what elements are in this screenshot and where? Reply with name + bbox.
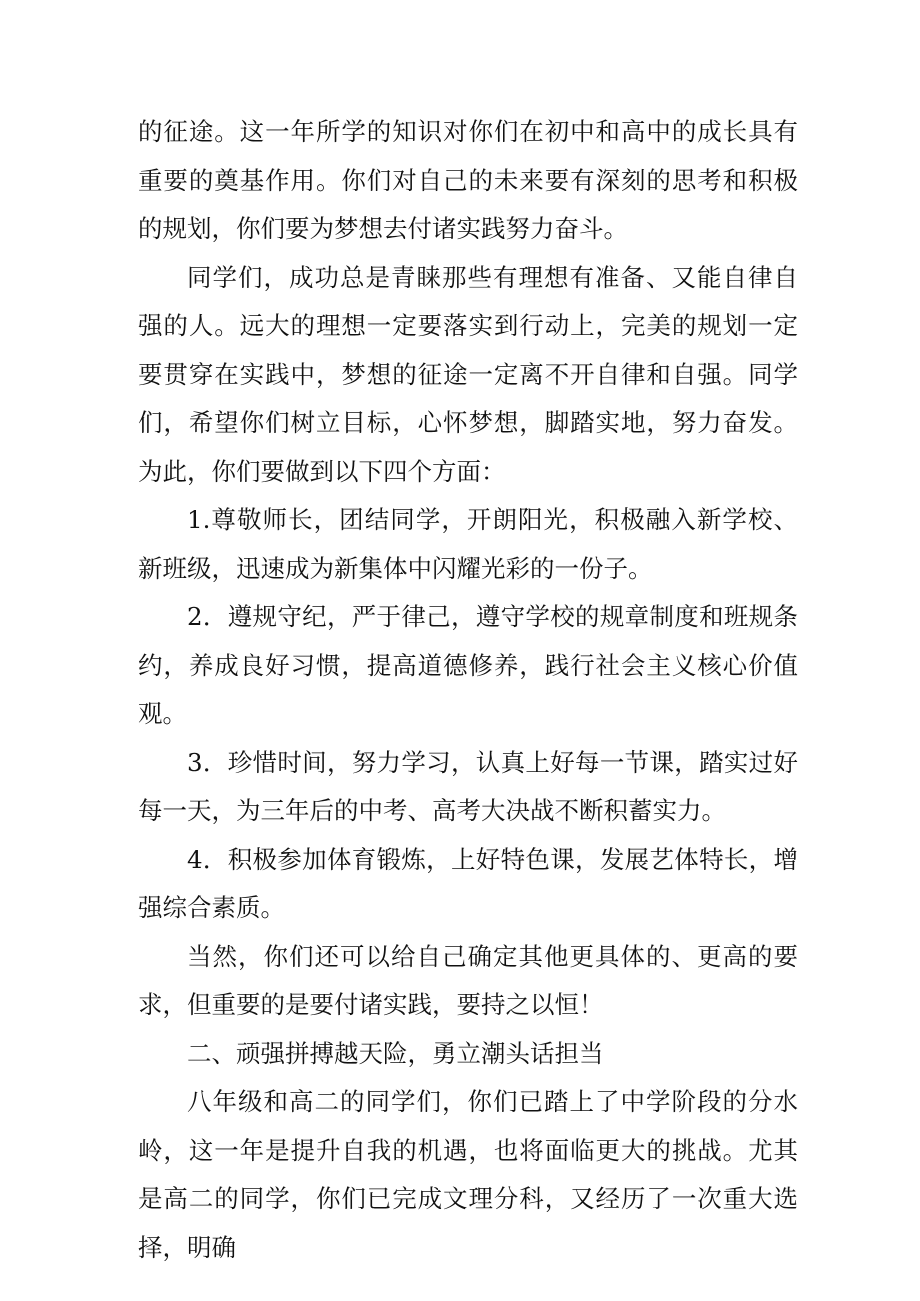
paragraph-3: 当然，你们还可以给自己确定其他更具体的、更高的要求，但重要的是要付诸实践，要持之以恒！ xyxy=(138,941,798,1019)
paragraph-4: 八年级和高二的同学们，你们已踏上了中学阶段的分水岭，这一年是提升自我的机遇，也将面临更大的挑战。尤其是高二的同学，你们已完成文理分科，又经历了一次重大选择，明确 xyxy=(138,1087,798,1262)
document-body xyxy=(138,108,798,1272)
section-heading: 二、顽强拼搏越天险，勇立潮头话担当 xyxy=(187,1038,604,1068)
list-item-4: 4．积极参加体育锻炼，上好特色课，发展艺体特长，增强综合素质。 xyxy=(138,844,798,922)
list-item-3: 3．珍惜时间，努力学习，认真上好每一节课，踏实过好每一天，为三年后的中考、高考大决战不断积蓄实力。 xyxy=(138,747,798,825)
paragraph-1: 的征途。这一年所学的知识对你们在初中和高中的成长具有重要的奠基作用。你们对自己的未来要有深刻的思考和积极的规划，你们要为梦想去付诸实践努力奋斗。 xyxy=(138,117,798,243)
list-item-2: 2．遵规守纪，严于律己，遵守学校的规章制度和班规条约，养成良好习惯，提高道德修养，践行社会主义核心价值观。 xyxy=(138,602,798,728)
list-item-1: 1.尊敬师长，团结同学，开朗阳光，积极融入新学校、新班级，迅速成为新集体中闪耀光彩的一份子。 xyxy=(138,505,798,583)
paragraph-2: 同学们，成功总是青睐那些有理想有准备、又能自律自强的人。远大的理想一定要落实到行动上，完美的规划一定要贯穿在实践中，梦想的征途一定离不开自律和自强。同学们，希望你们树立目标，心怀梦想，脚踏实地，努力奋发。为此，你们要做到以下四个方面： xyxy=(138,262,798,486)
